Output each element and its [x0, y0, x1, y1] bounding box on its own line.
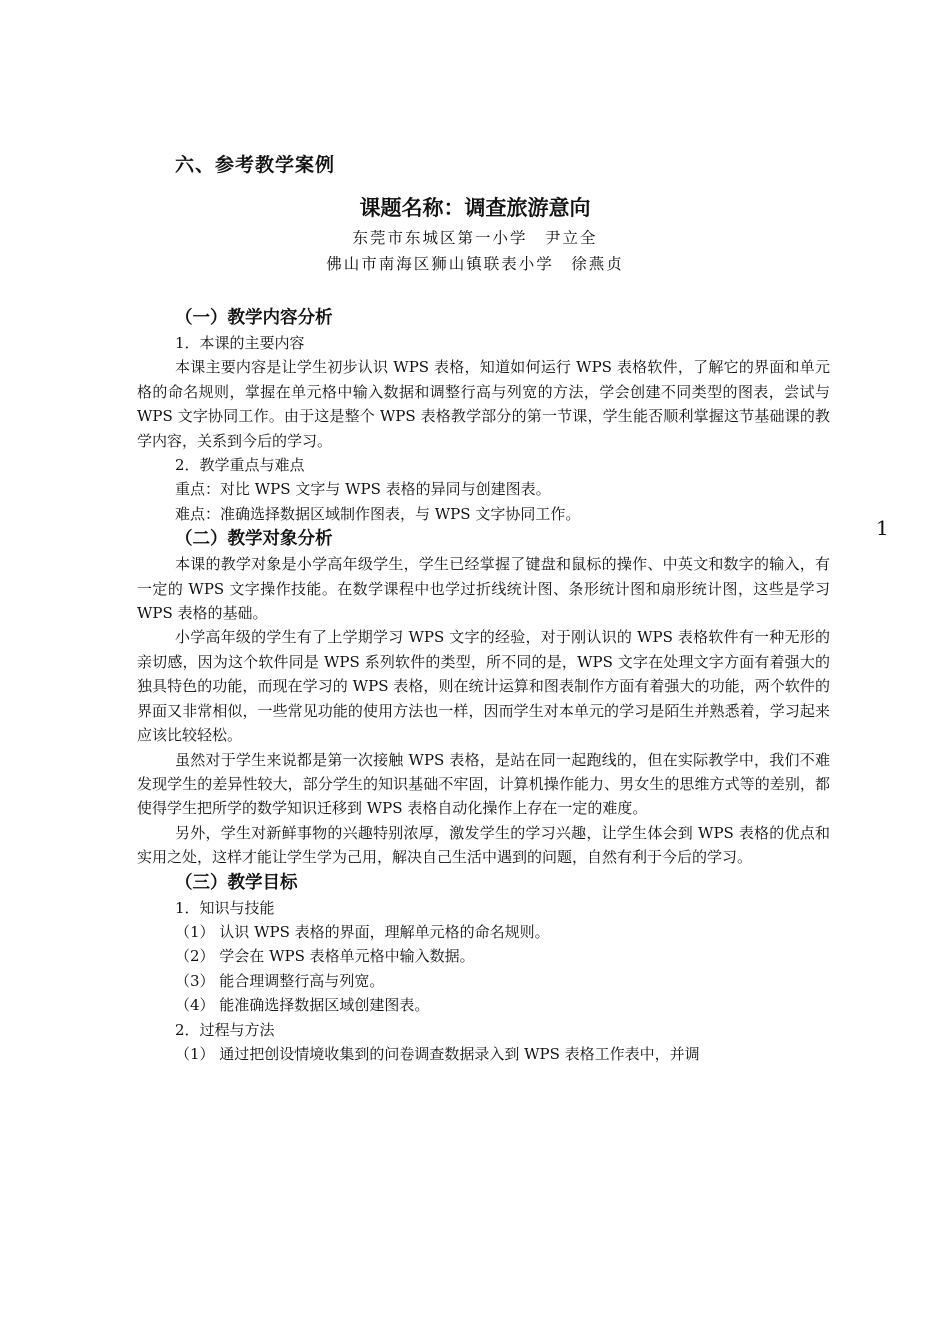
- paragraph: 本课主要内容是让学生初步认识 WPS 表格，知道如何运行 WPS 表格软件，了解它的界面和单元格的命名规则，掌握在单元格中输入数据和调整行高与列宽的方法，学会创建不同类型的图表，尝试与 WPS 文字协同工作。由于这是整个 WPS 表格教学部分的第一节课，学生能否顺利掌握这节基础课的教学内容，关系到今后的学习。: [137, 358, 830, 450]
- list-item: （4） 能准确选择数据区域创建图表。: [175, 996, 430, 1015]
- list-item: （3） 能合理调整行高与列宽。: [175, 971, 385, 990]
- paragraph: 本课的教学对象是小学高年级学生，学生已经掌握了键盘和鼠标的操作、中英文和数字的输入，有一定的 WPS 文字操作技能。在数学课程中也学过折线统计图、条形统计图和扇形统计图，这些是学习 WPS 表格的基础。: [137, 555, 830, 623]
- subheading: 2．过程与方法: [175, 1020, 275, 1039]
- subheading: 2．教学重点与难点: [175, 456, 305, 475]
- part-heading: （二）教学对象分析: [175, 529, 333, 550]
- paragraph: 小学高年级的学生有了上学期学习 WPS 文字的经验，对于刚认识的 WPS 表格软件有一种无形的亲切感，因为这个软件同是 WPS 系列软件的类型，所不同的是，WPS 文字在处理文字方面有着强大的独具特色的功能，而现在学习的 WPS 表格，则在统计运算和图表制作方面有着强大的功能，两个软件的界面又非常相似，一些常见功能的使用方法也一样，因而学生对本单元的学习是陌生并熟悉着，学习起来应该比较轻松。: [137, 628, 830, 745]
- lesson-title: 课题名称：调查旅游意向: [359, 196, 591, 220]
- page-number: 1: [876, 516, 889, 540]
- difficulty-point: 难点：准确选择数据区域制作图表，与 WPS 文字协同工作。: [175, 504, 581, 523]
- part-heading: （三）教学目标: [175, 872, 298, 893]
- paragraph: 另外，学生对新鲜事物的兴趣特别浓厚，激发学生的学习兴趣，让学生体会到 WPS 表格的优点和实用之处，这样才能让学生学为己用，解决自己生活中遇到的问题，自然有利于今后的学习。: [137, 823, 830, 867]
- subheading: 1．本课的主要内容: [175, 334, 305, 352]
- list-item: （1） 通过把创设情境收集到的问卷调查数据录入到 WPS 表格工作表中，并调: [175, 1044, 700, 1063]
- paragraph: 虽然对于学生来说都是第一次接触 WPS 表格，是站在同一起跑线的，但在实际教学中，我们不难发现学生的差异性较大，部分学生的知识基础不牢固，计算机操作能力、男女生的思维方式等的差别，都使得学生把所学的数学知识迁移到 WPS 表格自动化操作上存在一定的难度。: [137, 750, 830, 818]
- key-point: 重点：对比 WPS 文字与 WPS 表格的异同与创建图表。: [175, 480, 551, 499]
- author-line: 东莞市东城区第一小学 尹立全: [352, 229, 598, 247]
- list-item: （2） 学会在 WPS 表格单元格中输入数据。: [175, 947, 475, 966]
- list-item: （1） 认识 WPS 表格的界面，理解单元格的命名规则。: [175, 922, 550, 941]
- author-line: 佛山市南海区狮山镇联表小学 徐燕贞: [326, 255, 624, 273]
- subheading: 1．知识与技能: [175, 898, 275, 917]
- section-title: 六、参考教学案例: [175, 154, 336, 176]
- part-heading: （一）教学内容分析: [175, 308, 333, 328]
- document-body: [137, 305, 830, 1066]
